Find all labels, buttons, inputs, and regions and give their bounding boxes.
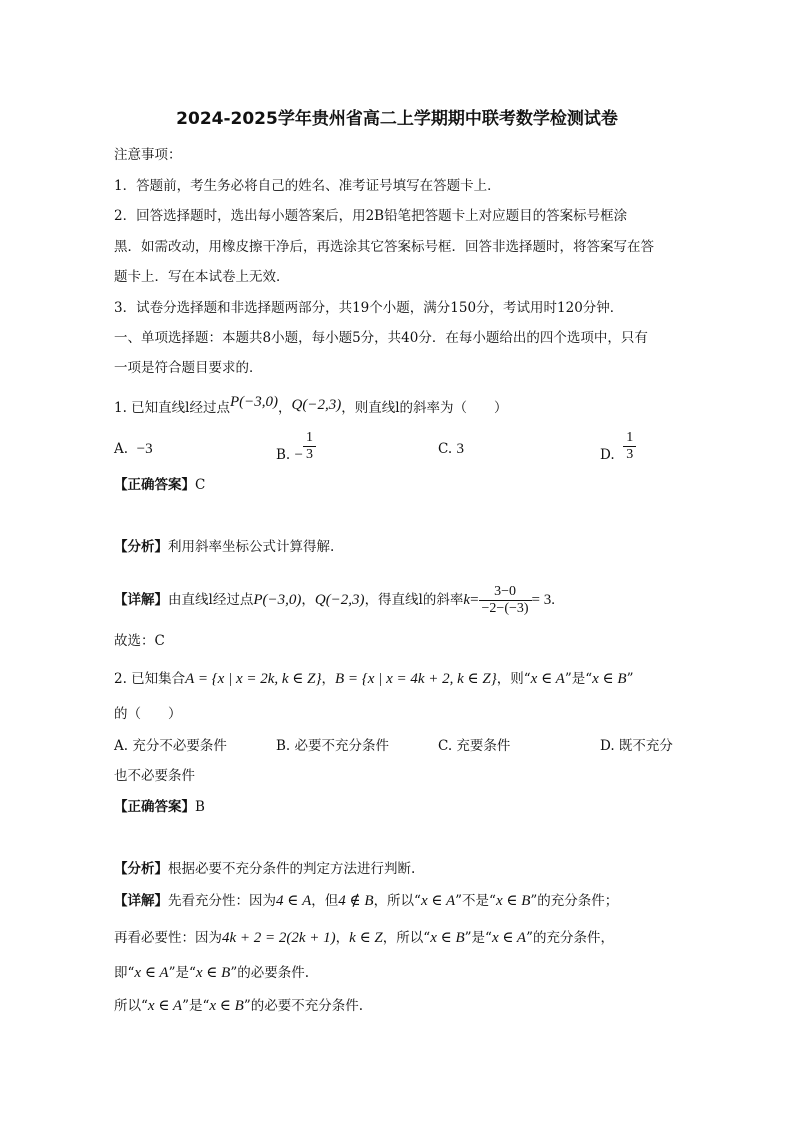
option-d-label: D. xyxy=(600,447,615,463)
notice-heading: 注意事项： xyxy=(114,147,182,163)
q2-option-a: A. 充分不必要条件 xyxy=(114,738,227,754)
question-1-suffix: ，则直线l的斜率为（ ） xyxy=(341,400,508,416)
q2-d3-text-c: ”的必要条件. xyxy=(230,965,310,981)
q2-d2-text-b: ， xyxy=(335,930,350,946)
q1-detail-result: = 3. xyxy=(531,592,556,608)
q2-answer-value: B xyxy=(195,799,205,815)
q1-detail-q: Q(−2,3) xyxy=(314,592,365,608)
question-2-end: ” xyxy=(626,671,634,687)
condition-xa: x ∈ A xyxy=(530,671,565,687)
q2-d2-text-e: ”的充分条件， xyxy=(526,930,614,946)
option-d-fraction xyxy=(623,430,636,463)
q2-option-d: D. 既不充分 xyxy=(600,738,673,754)
q2-d3-text-b: ”是“ xyxy=(168,965,196,981)
question-2 xyxy=(114,669,686,689)
question-2-is: ”是“ xyxy=(564,671,593,687)
q1-detail-tag: 【详解】 xyxy=(114,592,168,608)
q2-d1-text-c: ，所以“ xyxy=(373,893,421,909)
q2-option-c: C. 充要条件 xyxy=(438,738,511,754)
option-c xyxy=(438,439,464,459)
q1-slope-fraction xyxy=(479,584,532,617)
q2-d1-text-e: ”的充分条件； xyxy=(530,893,619,909)
question-1 xyxy=(114,394,686,418)
q2-d3-math-2: x ∈ B xyxy=(195,965,231,981)
q1-detail-prefix: 由直线l经过点 xyxy=(168,592,254,608)
q2-detail-line-4 xyxy=(114,996,686,1016)
q2-d1-text-b: ，但 xyxy=(311,893,339,909)
condition-xb: x ∈ B xyxy=(592,671,627,687)
q2-detail-tag: 【详解】 xyxy=(114,893,168,909)
section-heading: 一、单项选择题：本题共8小题，每小题5分，共40分．在每小题给出的四个选项中，只有 xyxy=(114,330,648,346)
notice-item-3: 3．试卷分选择题和非选择题两部分，共19个小题，满分150分，考试用时120分钟． xyxy=(114,300,624,316)
question-2-mid: ，则“ xyxy=(496,671,531,687)
set-a: A = {x | x = 2k, k ∈ Z} xyxy=(185,671,322,687)
q2-d1-text-d: ”不是“ xyxy=(455,893,496,909)
notice-item-2-end: 题卡上．写在本试卷上无效． xyxy=(114,269,290,285)
q1-answer-tag: 【正确答案】 xyxy=(114,477,195,493)
q1-detail-p: P(−3,0) xyxy=(253,592,302,608)
q2-detail-line-2 xyxy=(114,928,686,948)
q2-detail-line-3 xyxy=(114,963,686,983)
q1-conclusion: 故选：C xyxy=(114,633,165,649)
q2-answer-tag: 【正确答案】 xyxy=(114,799,195,815)
q2-d1-math-2: 4 ∉ B xyxy=(338,893,374,909)
notice-item-2-cont: 黑．如需改动，用橡皮擦干净后，再选涂其它答案标号框．回答非选择题时，将答案写在答 xyxy=(114,239,654,255)
q1-slope-numerator: 3−0 xyxy=(479,584,532,601)
q1-detail-k: k xyxy=(463,592,471,608)
q2-d3-text-a: 即“ xyxy=(114,965,135,981)
question-2-cont: 的（ ） xyxy=(114,706,182,722)
q1-detail-sep: ， xyxy=(301,592,315,608)
option-b-denominator: 3 xyxy=(305,447,313,462)
q1-analysis-text: 利用斜率坐标公式计算得解. xyxy=(168,539,335,555)
q1-answer-value: C xyxy=(195,477,206,493)
notice-item-1: 1．答题前，考生务必将自己的姓名、准考证号填写在答题卡上． xyxy=(114,178,501,194)
option-b-numerator: 1 xyxy=(303,430,316,447)
option-b-fraction xyxy=(303,430,316,463)
q2-analysis-text: 根据必要不充分条件的判定方法进行判断. xyxy=(168,861,416,877)
q2-d2-math-2: k ∈ Z xyxy=(349,930,383,946)
q2-d2-math-4: x ∈ A xyxy=(491,930,527,946)
option-b-sign: − xyxy=(294,447,303,463)
q2-option-d-cont: 也不必要条件 xyxy=(114,768,195,784)
q2-d4-text-b: ”是“ xyxy=(182,998,210,1014)
q2-d2-text-a: 再看必要性：因为 xyxy=(114,930,222,946)
q2-d2-math-1: 4k + 2 = 2(2k + 1) xyxy=(222,930,336,946)
q2-d3-math-1: x ∈ A xyxy=(134,965,169,981)
q1-detail xyxy=(114,584,686,617)
option-b xyxy=(276,430,316,463)
option-a-value: −3 xyxy=(136,441,153,457)
option-a-label: A. xyxy=(114,441,129,457)
q2-d4-text-c: ”的必要不充分条件. xyxy=(243,998,364,1014)
q2-d1-text-a: 先看充分性：因为 xyxy=(168,893,276,909)
question-1-sep: ， xyxy=(278,400,292,416)
option-a xyxy=(114,439,153,459)
question-1-prefix: 1. 已知直线l经过点 xyxy=(114,400,230,416)
point-p: P(−3,0) xyxy=(230,394,279,410)
option-d-numerator: 1 xyxy=(623,430,636,447)
q2-d1-math-4: x ∈ B xyxy=(495,893,531,909)
set-b: B = {x | x = 4k + 2, k ∈ Z} xyxy=(335,671,497,687)
question-2-sep: ， xyxy=(321,671,336,687)
q2-d4-math-2: x ∈ B xyxy=(209,998,244,1014)
q2-d1-math-1: 4 ∈ A xyxy=(276,893,312,909)
option-d-denominator: 3 xyxy=(626,447,634,462)
q1-analysis xyxy=(114,537,686,557)
q2-d2-text-d: ”是“ xyxy=(464,930,492,946)
option-b-label: B. xyxy=(276,447,291,463)
q2-analysis xyxy=(114,859,686,879)
q2-d2-math-3: x ∈ B xyxy=(430,930,465,946)
option-c-label: C. xyxy=(438,441,453,457)
point-q: Q(−2,3) xyxy=(291,397,342,413)
q2-detail-line-1 xyxy=(114,891,686,911)
option-c-value: 3 xyxy=(456,441,464,457)
exam-title: 2024-2025学年贵州省高二上学期期中联考数学检测试卷 xyxy=(176,109,618,129)
q2-d1-math-3: x ∈ A xyxy=(420,893,456,909)
section-heading-cont: 一项是符合题目要求的． xyxy=(114,360,263,376)
q1-detail-mid: ，得直线l的斜率 xyxy=(364,592,464,608)
q1-slope-denominator: −2−(−3) xyxy=(481,601,529,616)
q1-answer xyxy=(114,475,686,495)
q2-answer xyxy=(114,797,686,817)
q2-d4-math-1: x ∈ A xyxy=(147,998,183,1014)
q1-detail-eq: = xyxy=(470,592,479,608)
option-d xyxy=(600,430,636,463)
q2-d2-text-c: ，所以“ xyxy=(382,930,431,946)
notice-item-2: 2．回答选择题时，选出每小题答案后，用2B铅笔把答题卡上对应题目的答案标号框涂 xyxy=(114,208,628,224)
q2-analysis-tag: 【分析】 xyxy=(114,861,168,877)
q2-option-b: B. 必要不充分条件 xyxy=(276,738,390,754)
q2-d4-text-a: 所以“ xyxy=(114,998,148,1014)
q1-analysis-tag: 【分析】 xyxy=(114,539,168,555)
question-2-prefix: 2. 已知集合 xyxy=(114,671,186,687)
